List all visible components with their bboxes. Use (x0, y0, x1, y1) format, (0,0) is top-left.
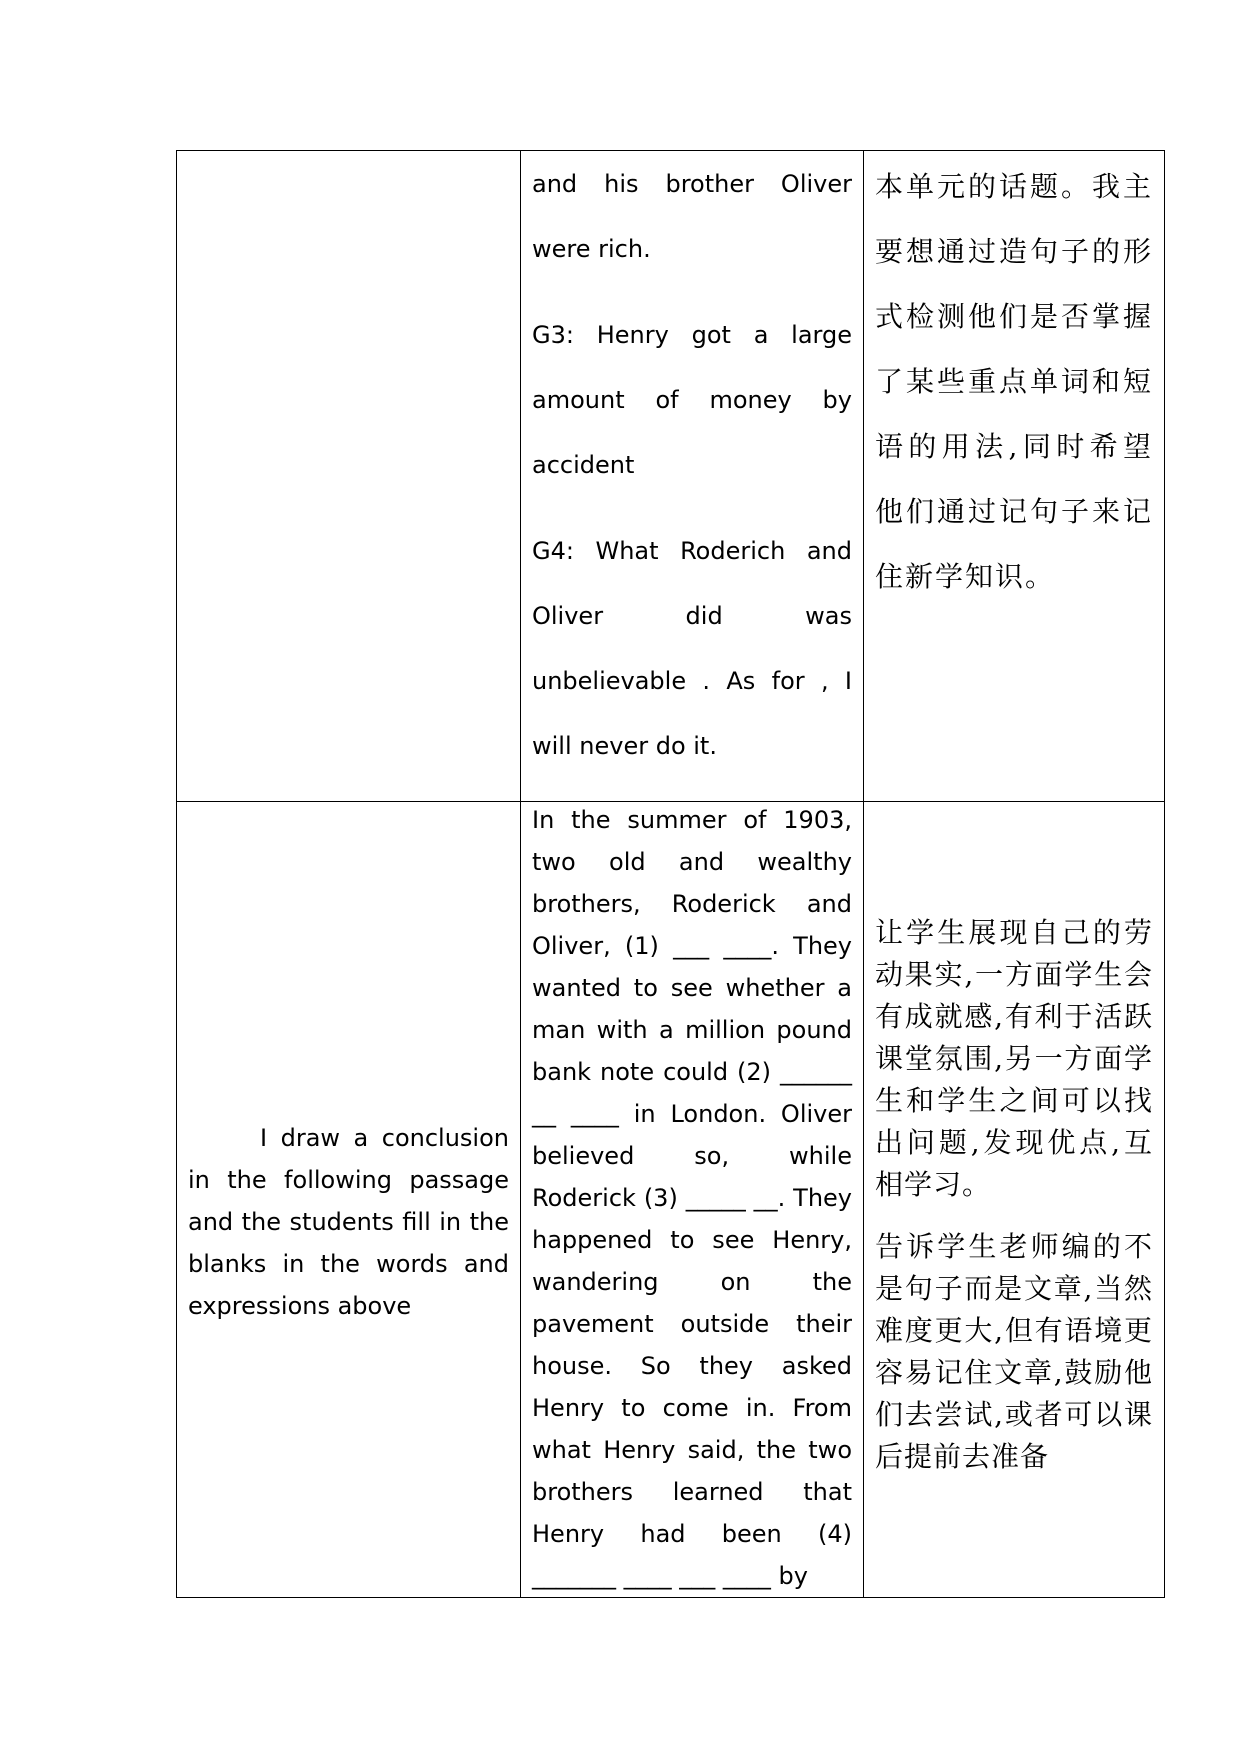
passage-text: In the summer of 1903, two old and wealthy brothers, Roderick and Oliver, (1) ___ ____. They wanted to see whether a man with a million pound bank note could (2) ______ __ ____ in London. Oliver believed so, while Roderick (3) _____ __. They happened to see Henry, wandering on the pavement outside their house. So they asked Henry to come in. From what Henry said, the two brothers learned that Henry had been (4) _______ ____ ___ ____ by (532, 806, 852, 1590)
content-cell (521, 151, 864, 802)
content-paragraph: G3: Henry got a large amount of money by accident (532, 321, 852, 479)
content-paragraph: and his brother Oliver were rich. (532, 170, 852, 263)
lesson-plan-table (176, 150, 1165, 1598)
activity-cell (177, 151, 521, 802)
content-paragraph: G4: What Roderich and Oliver did was unbelievable . As for , I will never do it. (532, 537, 852, 760)
table-row (177, 151, 1165, 802)
purpose-paragraph: 让学生展现自己的劳动果实,一方面学生会有成就感,有利于活跃课堂氛围,另一方面学生和学生之间可以找出问题,发现优点,互相学习。 (875, 916, 1153, 1201)
purpose-cell (864, 802, 1165, 1598)
purpose-cell (864, 151, 1165, 802)
content-cell (521, 802, 864, 1598)
table-row (177, 802, 1165, 1598)
purpose-paragraph: 告诉学生老师编的不是句子而是文章,当然难度更大,但有语境更容易记住文章,鼓励他们去尝试,或者可以课后提前去准备 (875, 1230, 1153, 1473)
activity-text: I draw a conclusion in the following passage and the students fill in the blanks in the words and expressions above (188, 1123, 509, 1320)
purpose-paragraph: 本单元的话题。我主要想通过造句子的形式检测他们是否掌握了某些重点单词和短语的用法,同时希望他们通过记句子来记住新学知识。 (875, 170, 1153, 593)
activity-cell (177, 802, 521, 1598)
